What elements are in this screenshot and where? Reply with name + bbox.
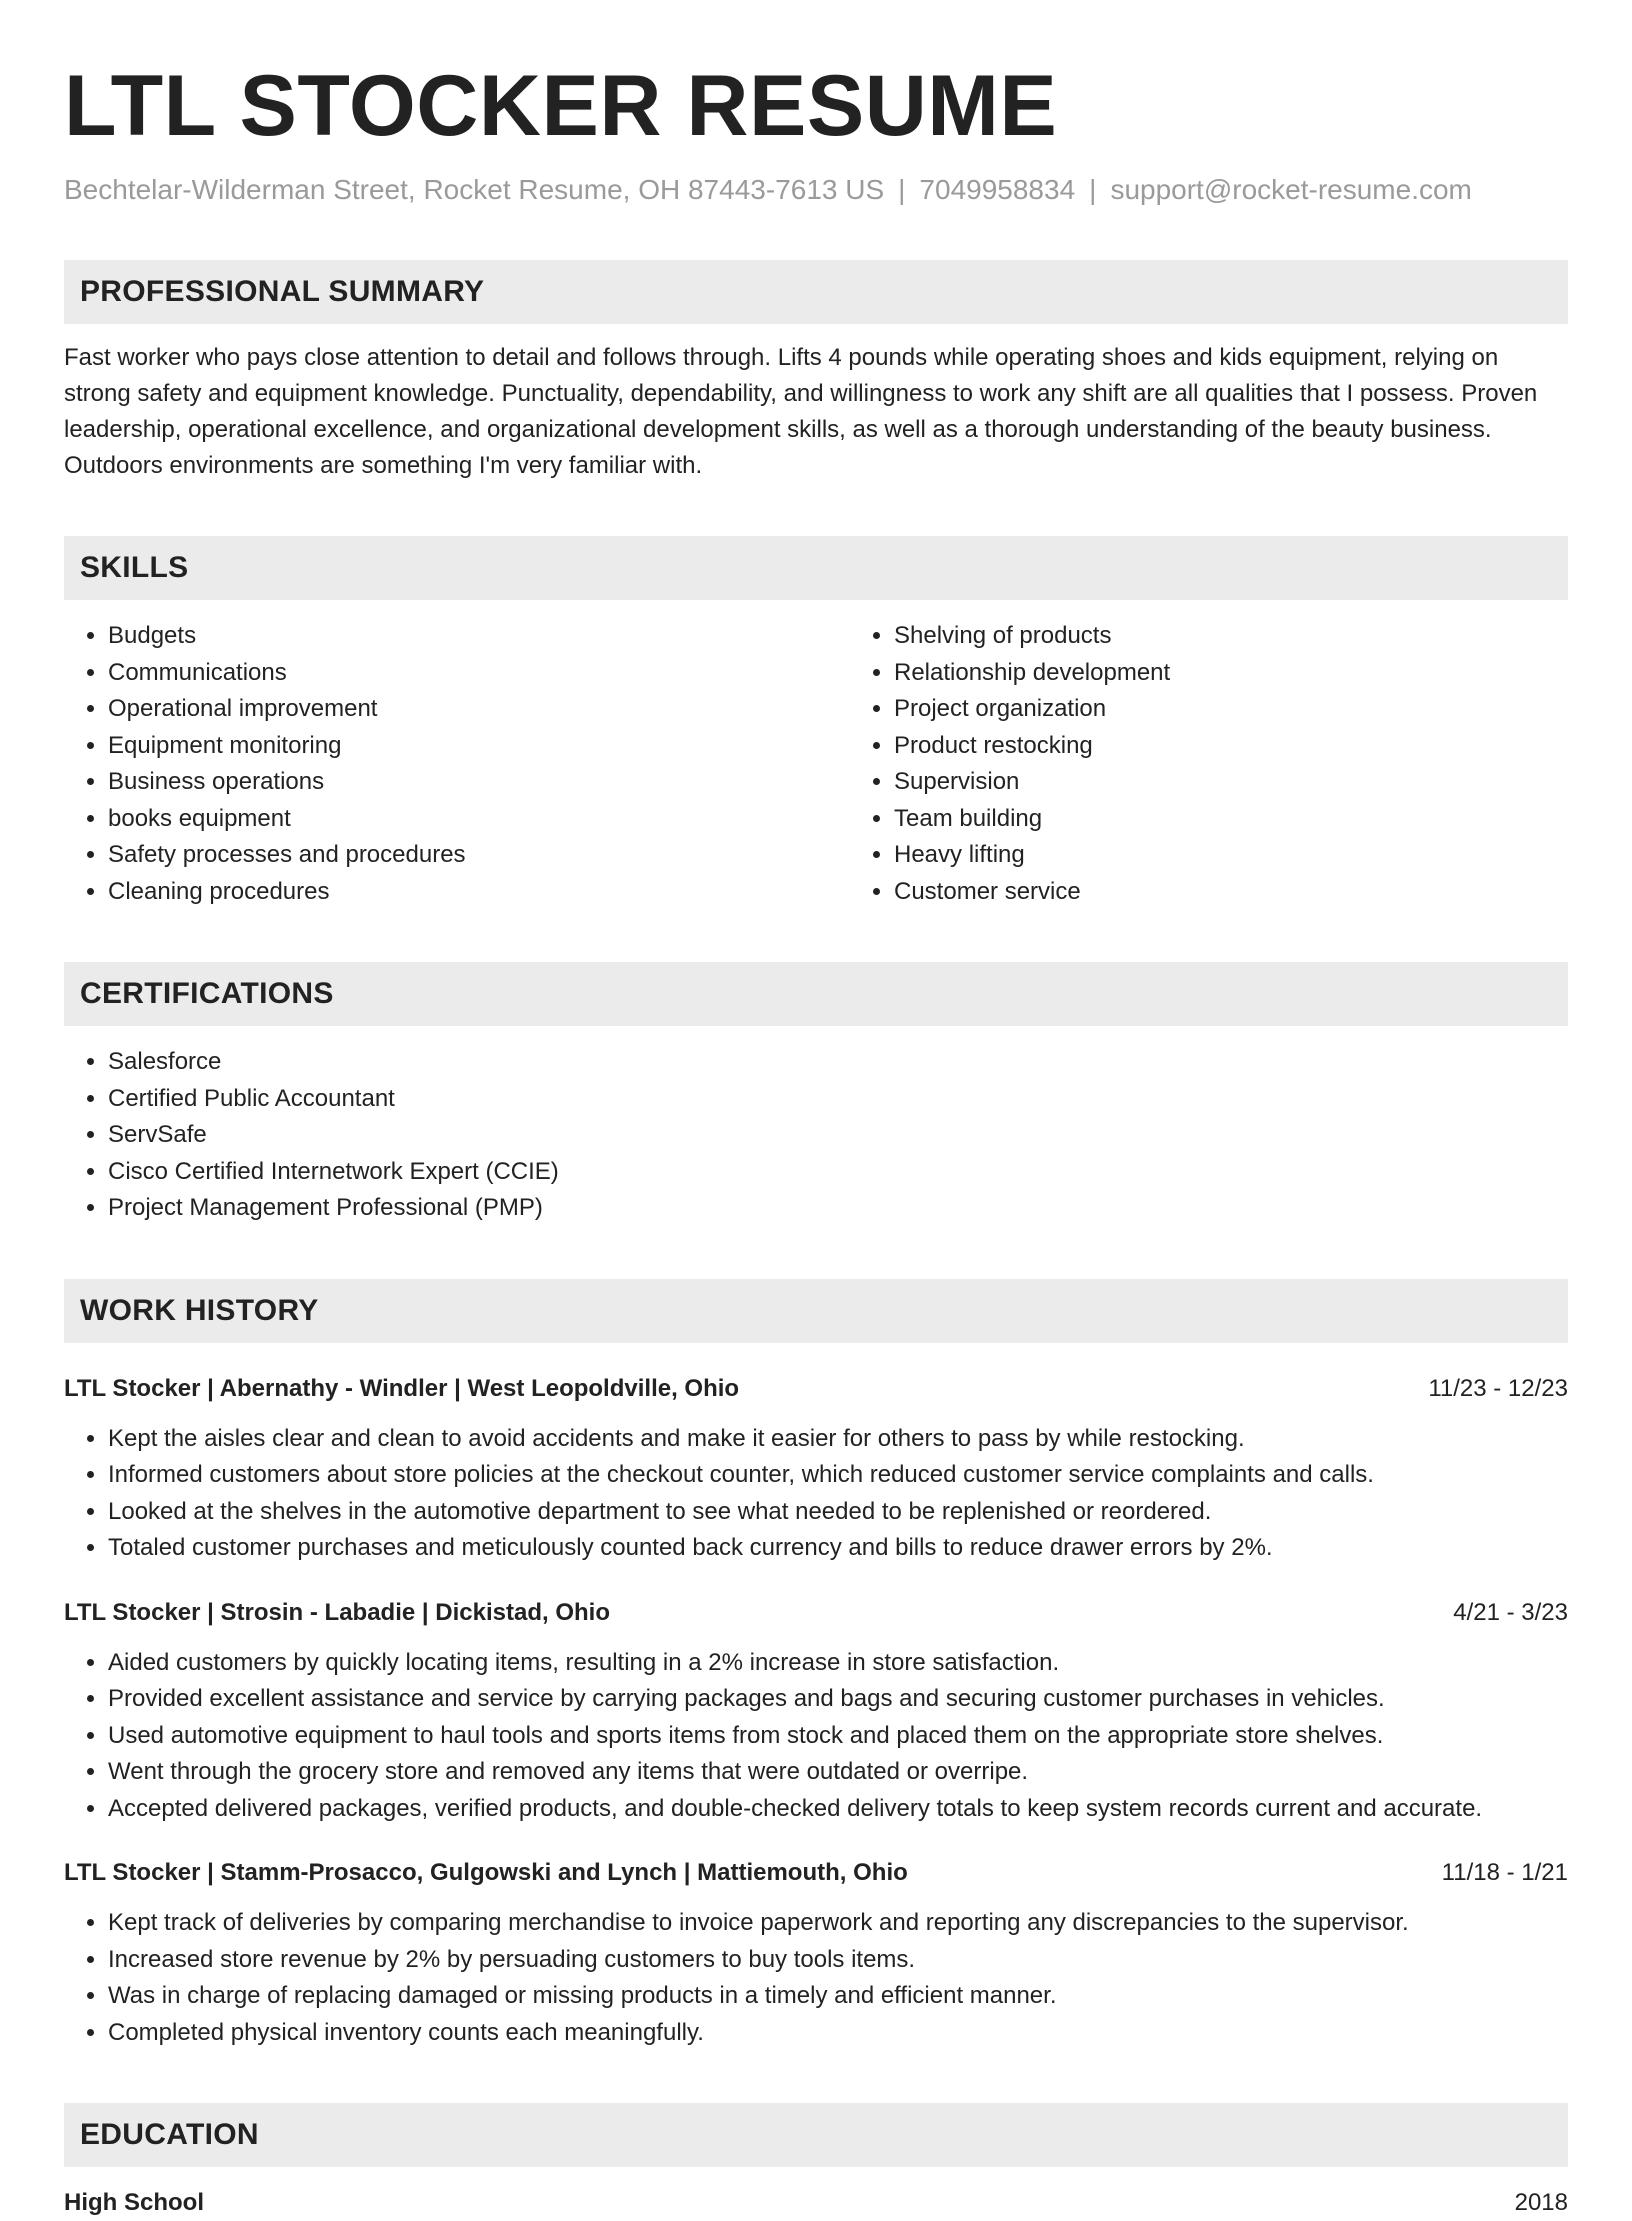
job-bullet: • Was in charge of replacing damaged or missing products in a timely and efficient manner. bbox=[108, 1978, 1568, 2015]
job-bullets bbox=[64, 1421, 1568, 1567]
job-bullet: • Used automotive equipment to haul tools and sports items from stock and placed them on the appropriate store shelves. bbox=[108, 1718, 1568, 1755]
skill-item: • Safety processes and procedures bbox=[108, 837, 850, 874]
job-title: LTL Stocker | Abernathy - Windler | West Leopoldville, Ohio bbox=[64, 1374, 740, 1402]
skill-item: • Supervision bbox=[894, 764, 1568, 801]
certification-item: • Certified Public Accountant bbox=[108, 1081, 1568, 1118]
contact-address: Bechtelar-Wilderman Street, Rocket Resume, OH 87443-7613 US bbox=[64, 174, 885, 205]
skill-item: • Product restocking bbox=[894, 728, 1568, 765]
job-bullet: • Totaled customer purchases and meticulously counted back currency and bills to reduce drawer errors by 2%. bbox=[108, 1530, 1568, 1567]
job-bullet: • Aided customers by quickly locating items, resulting in a 2% increase in store satisfaction. bbox=[108, 1645, 1568, 1682]
job-title: LTL Stocker | Strosin - Labadie | Dickistad, Ohio bbox=[64, 1598, 610, 1626]
skill-item: • books equipment bbox=[108, 801, 850, 838]
job-bullet: • Provided excellent assistance and service by carrying packages and bags and securing customer purchases in vehicles. bbox=[108, 1681, 1568, 1718]
job-bullet: • Completed physical inventory counts each meaningfully. bbox=[108, 2015, 1568, 2052]
job-entry bbox=[64, 1855, 1568, 2051]
skill-item: • Budgets bbox=[108, 618, 850, 655]
certification-item: • Salesforce bbox=[108, 1044, 1568, 1081]
job-bullet: • Went through the grocery store and removed any items that were outdated or overripe. bbox=[108, 1754, 1568, 1791]
job-title: LTL Stocker | Stamm-Prosacco, Gulgowski and Lynch | Mattiemouth, Ohio bbox=[64, 1859, 908, 1886]
skill-item: • Operational improvement bbox=[108, 691, 850, 728]
skills-list-left bbox=[64, 618, 850, 910]
job-dates: 11/23 - 12/23 bbox=[1428, 1374, 1568, 1402]
job-bullet: • Kept track of deliveries by comparing merchandise to invoice paperwork and reporting any discrepancies to the supervisor. bbox=[108, 1905, 1568, 1942]
skill-item: • Equipment monitoring bbox=[108, 728, 850, 765]
job-entry bbox=[64, 1371, 1568, 1567]
certification-item: • ServSafe bbox=[108, 1117, 1568, 1154]
section-header-education: EDUCATION bbox=[64, 2103, 1568, 2167]
skill-item: • Shelving of products bbox=[894, 618, 1568, 655]
skill-item: • Heavy lifting bbox=[894, 837, 1568, 874]
skill-item: • Customer service bbox=[894, 874, 1568, 911]
section-header-work-history: WORK HISTORY bbox=[64, 1279, 1568, 1343]
skills-list-right bbox=[850, 618, 1568, 910]
certification-item: • Project Management Professional (PMP) bbox=[108, 1190, 1568, 1227]
job-header bbox=[64, 1595, 1568, 1631]
education-title: High School bbox=[64, 2189, 204, 2216]
contact-phone: 7049958834 bbox=[919, 174, 1076, 205]
job-entry bbox=[64, 1595, 1568, 1828]
skill-item: • Business operations bbox=[108, 764, 850, 801]
skill-item: • Relationship development bbox=[894, 655, 1568, 692]
resume-title: LTL STOCKER RESUME bbox=[64, 58, 1058, 154]
certification-item: • Cisco Certified Internetwork Expert (CCIE) bbox=[108, 1154, 1568, 1191]
contact-line bbox=[64, 172, 1568, 208]
job-bullet: • Accepted delivered packages, verified products, and double-checked delivery totals to keep system records current and accurate. bbox=[108, 1791, 1568, 1828]
skill-item: • Project organization bbox=[894, 691, 1568, 728]
section-header-certifications: CERTIFICATIONS bbox=[64, 962, 1568, 1026]
summary-text: Fast worker who pays close attention to detail and follows through. Lifts 4 pounds while operating shoes and kids equipment, relying on strong safety and equipment knowledge. Punctuality, dependability, and willingness to work any shift are all qualities that I possess. Proven leadership, operational excellence, and organizational development skills, as well as a thorough understanding of the beauty business. Outdoors environments are something I'm very familiar with. bbox=[64, 344, 1538, 479]
section-header-summary: PROFESSIONAL SUMMARY bbox=[64, 260, 1568, 324]
job-bullets bbox=[64, 1905, 1568, 2051]
contact-separator: | bbox=[1089, 174, 1097, 205]
skill-item: • Team building bbox=[894, 801, 1568, 838]
job-header bbox=[64, 1371, 1568, 1407]
job-dates: 4/21 - 3/23 bbox=[1453, 1598, 1568, 1626]
skill-item: • Communications bbox=[108, 655, 850, 692]
contact-separator: | bbox=[898, 174, 906, 205]
education-year: 2018 bbox=[1514, 2189, 1568, 2216]
job-bullet: • Kept the aisles clear and clean to avoid accidents and make it easier for others to pass by while restocking. bbox=[108, 1421, 1568, 1458]
section-header-skills: SKILLS bbox=[64, 536, 1568, 600]
job-header bbox=[64, 1855, 1568, 1891]
education-entry bbox=[64, 2185, 1568, 2221]
contact-email: support@rocket-resume.com bbox=[1110, 174, 1472, 205]
job-bullet: • Increased store revenue by 2% by persuading customers to buy tools items. bbox=[108, 1942, 1568, 1979]
skill-item: • Cleaning procedures bbox=[108, 874, 850, 911]
job-bullet: • Informed customers about store policies at the checkout counter, which reduced customer service complaints and calls. bbox=[108, 1457, 1568, 1494]
job-dates: 11/18 - 1/21 bbox=[1441, 1859, 1568, 1886]
job-bullet: • Looked at the shelves in the automotive department to see what needed to be replenished or reordered. bbox=[108, 1494, 1568, 1531]
skills-grid bbox=[64, 600, 1568, 910]
job-bullets bbox=[64, 1645, 1568, 1828]
certifications-list bbox=[64, 1044, 1568, 1227]
resume-page bbox=[64, 0, 1568, 2221]
